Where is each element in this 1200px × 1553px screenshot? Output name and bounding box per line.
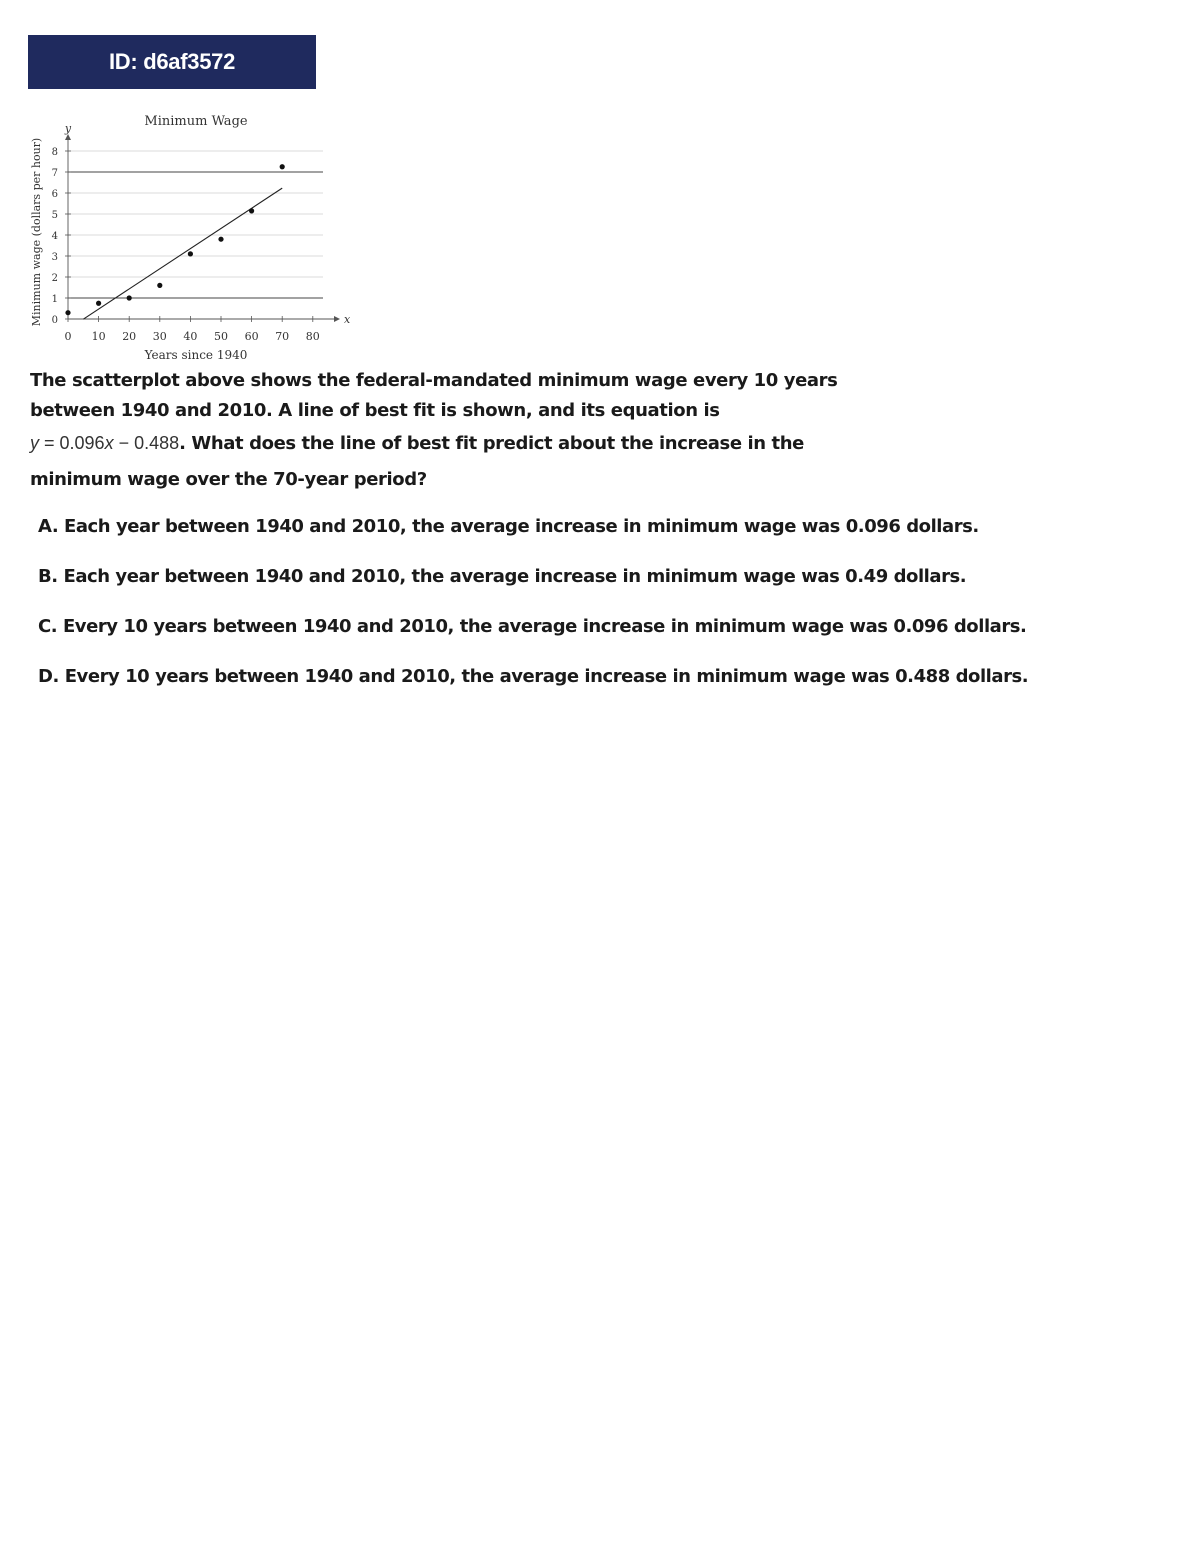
x-tick-label: 50 [214,330,228,343]
question-id-banner [28,35,316,89]
data-point [249,208,254,213]
question-line-1: The scatterplot above shows the federal-mandated minimum wage every 10 years [30,370,838,391]
data-point [280,164,285,169]
choice-c[interactable]: C. Every 10 years between 1940 and 2010, the average increase in minimum wage was 0.096 dollars. [38,616,1027,637]
x-tick-label: 70 [275,330,290,343]
y-tick-label: 3 [51,252,58,263]
choice-a[interactable]: A. Each year between 1940 and 2010, the average increase in minimum wage was 0.096 dollars. [38,516,979,537]
best-fit-equation [30,433,179,453]
y-tick-label: 7 [51,168,58,179]
question-line-3-text: . What does the line of best fit predict about the increase in the [179,433,804,454]
question-line-3 [30,428,810,459]
y-tick-label: 4 [51,231,58,242]
equation-coefficient: = 0.096 [39,433,105,453]
data-point [188,251,193,256]
x-tick-label: 60 [244,330,259,343]
data-point [218,237,223,242]
best-fit-line [83,188,282,319]
question-stem [30,366,838,495]
y-tick-label: 1 [51,294,58,305]
x-axis-arrow [334,316,340,322]
x-axis-letter: x [344,313,351,326]
x-tick-label: 20 [122,330,137,343]
y-tick-label: 5 [51,210,58,221]
x-tick-label: 40 [183,330,198,343]
equation-constant: − 0.488 [113,433,180,453]
y-tick-label: 2 [51,273,58,284]
x-tick-label: 30 [152,330,167,343]
chart-title: Minimum Wage [144,114,248,129]
x-tick-label: 0 [64,330,72,343]
question-line-2: between 1940 and 2010. A line of best fit is shown, and its equation is [30,400,720,421]
choice-b[interactable]: B. Each year between 1940 and 2010, the average increase in minimum wage was 0.49 dollars. [38,566,967,587]
y-axis-label: Minimum wage (dollars per hour) [30,137,43,327]
x-axis-label: Years since 1940 [144,348,248,362]
question-line-4: minimum wage over the 70-year period? [30,469,427,490]
equation-x-variable: x [104,433,114,453]
data-point [127,295,132,300]
x-tick-label: 80 [305,330,320,343]
scatterplot-chart [26,104,356,366]
y-tick-label: 0 [51,315,58,326]
choice-d[interactable]: D. Every 10 years between 1940 and 2010, the average increase in minimum wage was 0.488 dollars. [38,666,1029,687]
y-tick-label: 6 [51,189,58,200]
data-point [157,283,162,288]
scatterplot-svg [26,104,356,366]
y-axis-letter: y [64,122,72,135]
question-id-label: ID: d6af3572 [108,49,235,74]
data-point [96,301,101,306]
y-tick-label: 8 [51,147,58,158]
data-point [65,310,70,315]
equation-y-variable: y [30,433,39,453]
answer-choices [38,512,1178,712]
x-tick-label: 10 [91,330,106,343]
